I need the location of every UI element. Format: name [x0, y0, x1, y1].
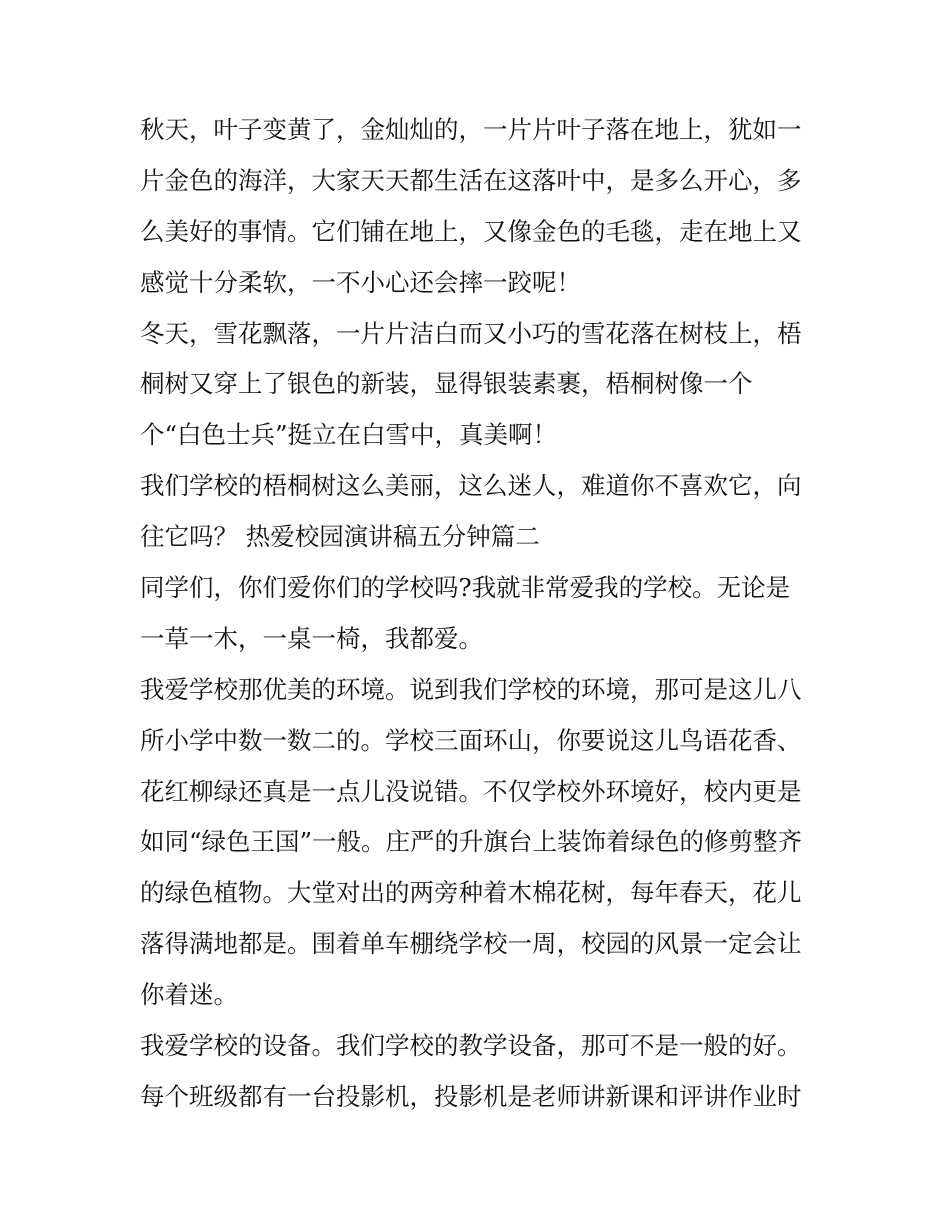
- text-line: 片金色的海洋，大家天天都生活在这落叶中，是多么开心，多: [140, 165, 802, 195]
- text-line: 个“白色士兵”挺立在白雪中，真美啊！: [140, 420, 558, 450]
- text-line: 你着迷。: [140, 980, 238, 1010]
- text-line: 每个班级都有一台投影机，投影机是老师讲新课和评讲作业时: [140, 1081, 802, 1111]
- text-line: 秋天，叶子变黄了，金灿灿的，一片片叶子落在地上，犹如一: [140, 115, 802, 144]
- text-line: 我爱学校的设备。我们学校的教学设备，那可不是一般的好。: [140, 1031, 802, 1061]
- text-line: 我们学校的梧桐树这么美丽，这么迷人，难道你不喜欢它，向: [140, 471, 802, 501]
- document-body: [140, 105, 820, 1123]
- text-line: 所小学中数一数二的。学校三面环山，你要说这儿鸟语花香、: [140, 725, 802, 755]
- text-line: 一草一木，一桌一椅，我都爱。: [140, 623, 483, 653]
- text-line: 感觉十分柔软，一不小心还会摔一跤呢！: [140, 267, 581, 297]
- text-line: 么美好的事情。它们铺在地上，又像金色的毛毯，走在地上又: [140, 216, 802, 246]
- text-line: 同学们，你们爱你们的学校吗?我就非常爱我的学校。无论是: [140, 573, 791, 603]
- text-line: 如同“绿色王国”一般。庄严的升旗台上装饰着绿色的修剪整齐: [140, 827, 803, 857]
- text-line: 冬天，雪花飘落，一片片洁白而又小巧的雪花落在树枝上，梧: [140, 318, 802, 348]
- text-line: 桐树又穿上了银色的新装，显得银装素裹，梧桐树像一个: [140, 369, 753, 399]
- text-line: 落得满地都是。围着单车棚绕学校一周，校园的风景一定会让: [140, 929, 802, 959]
- text-line: 我爱学校那优美的环境。说到我们学校的环境，那可是这儿八: [140, 674, 802, 704]
- text-line: 花红柳绿还真是一点儿没说错。不仅学校外环境好，校内更是: [140, 776, 802, 806]
- text-line: 的绿色植物。大堂对出的两旁种着木棉花树，每年春天，花儿: [140, 878, 802, 908]
- text-line: 往它吗？ 热爱校园演讲稿五分钟篇二: [140, 522, 540, 552]
